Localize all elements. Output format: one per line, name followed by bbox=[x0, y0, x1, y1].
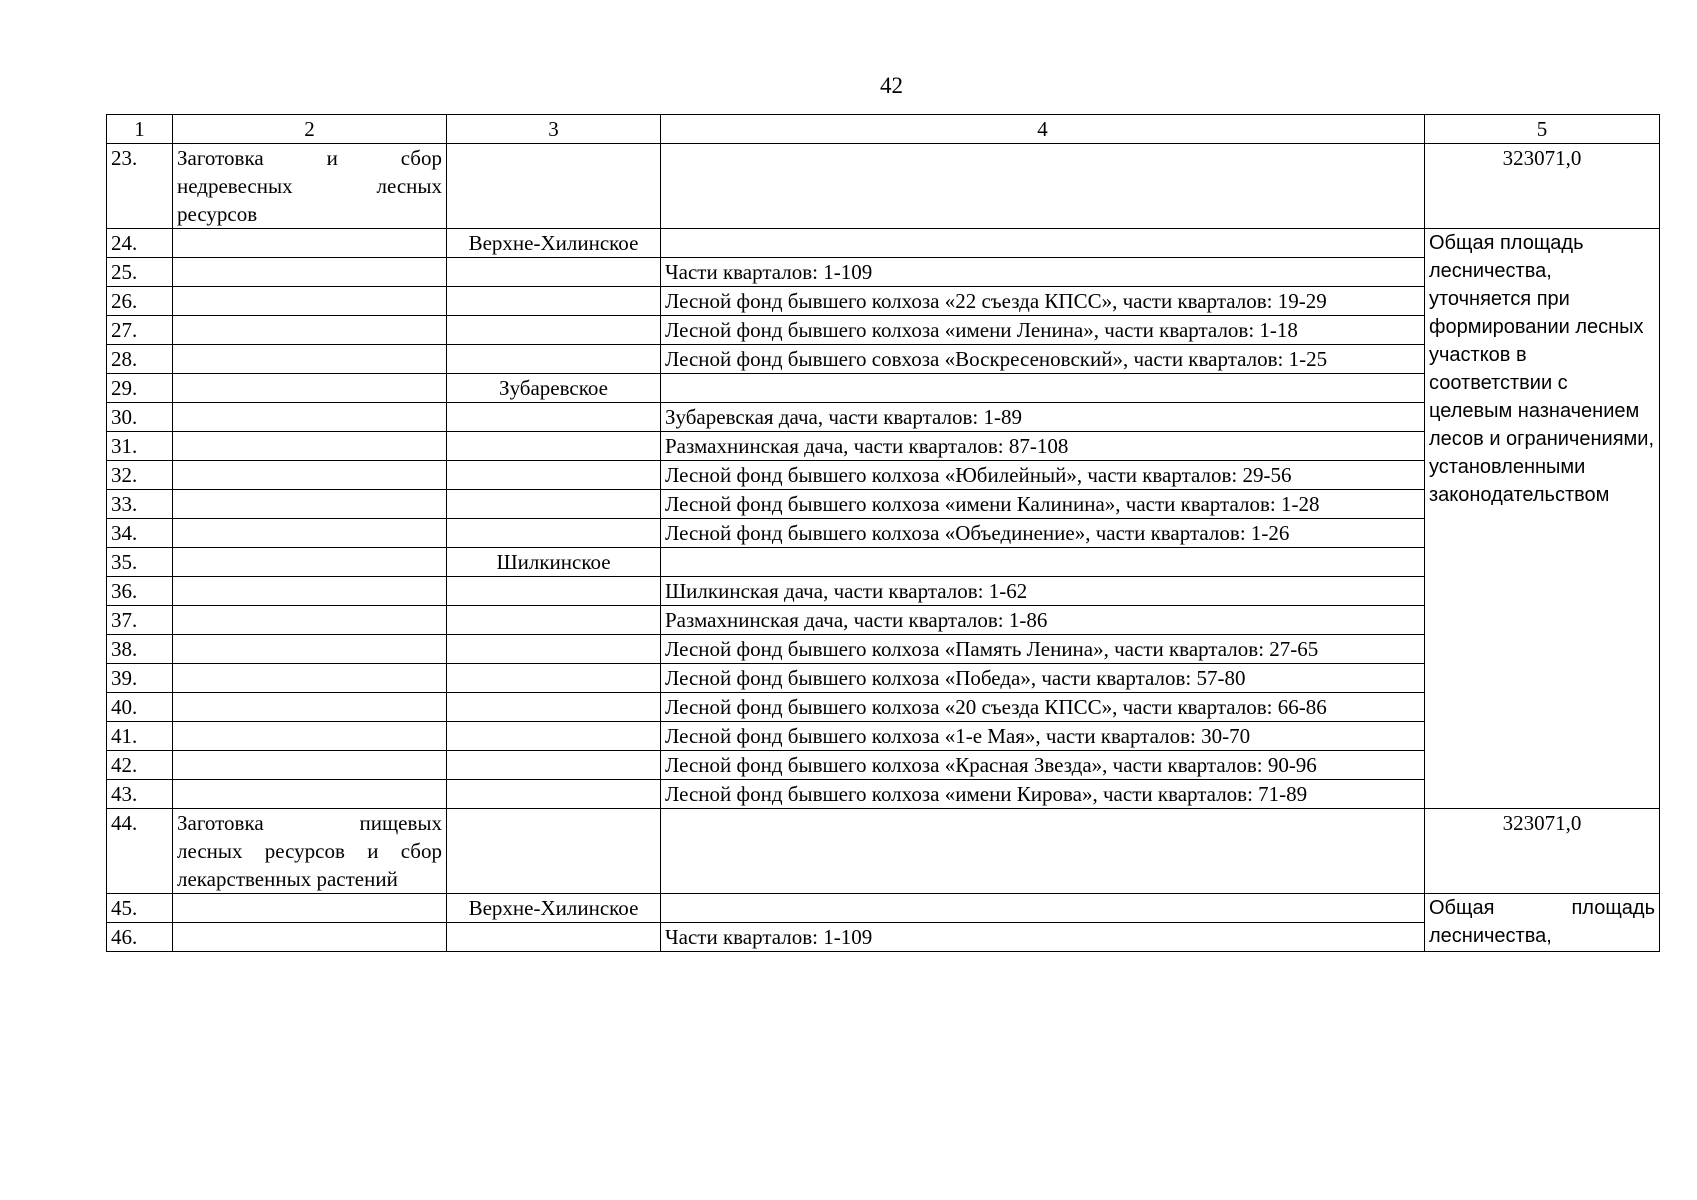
header-cell: 3 bbox=[447, 115, 661, 144]
activity-cell bbox=[173, 693, 447, 722]
activity-cell bbox=[173, 374, 447, 403]
row-number: 31. bbox=[107, 432, 173, 461]
quarters-cell bbox=[661, 229, 1425, 258]
table-row bbox=[107, 144, 1660, 229]
row-number: 44. bbox=[107, 809, 173, 894]
activity-line: Заготовка пищевых bbox=[177, 811, 442, 835]
row-number: 42. bbox=[107, 751, 173, 780]
forestry-name bbox=[447, 923, 661, 952]
quarters-cell bbox=[661, 144, 1425, 229]
activity-cell bbox=[173, 577, 447, 606]
activity-cell bbox=[173, 809, 447, 894]
forestry-table bbox=[106, 114, 1660, 952]
forestry-name bbox=[447, 751, 661, 780]
activity-line: лекарственных растений bbox=[177, 867, 398, 891]
row-number: 24. bbox=[107, 229, 173, 258]
activity-cell bbox=[173, 461, 447, 490]
row-number: 33. bbox=[107, 490, 173, 519]
activity-cell bbox=[173, 229, 447, 258]
table-row bbox=[107, 229, 1660, 258]
activity-cell bbox=[173, 432, 447, 461]
area-value: 323071,0 bbox=[1425, 809, 1660, 894]
row-number: 29. bbox=[107, 374, 173, 403]
activity-cell bbox=[173, 635, 447, 664]
forestry-name bbox=[447, 258, 661, 287]
quarters-cell: Лесной фонд бывшего колхоза «имени Ленина», части кварталов: 1-18 bbox=[661, 316, 1425, 345]
forestry-name bbox=[447, 316, 661, 345]
quarters-cell: Лесной фонд бывшего колхоза «22 съезда КПСС», части кварталов: 19-29 bbox=[661, 287, 1425, 316]
activity-cell bbox=[173, 923, 447, 952]
row-number: 43. bbox=[107, 780, 173, 809]
activity-cell bbox=[173, 287, 447, 316]
forestry-name: Шилкинское bbox=[447, 548, 661, 577]
forestry-name bbox=[447, 693, 661, 722]
quarters-cell: Лесной фонд бывшего колхоза «Юбилейный», части кварталов: 29-56 bbox=[661, 461, 1425, 490]
row-number: 46. bbox=[107, 923, 173, 952]
area-note-line: лесничества, bbox=[1429, 925, 1552, 947]
row-number: 26. bbox=[107, 287, 173, 316]
header-row bbox=[107, 115, 1660, 144]
activity-cell bbox=[173, 316, 447, 345]
row-number: 45. bbox=[107, 894, 173, 923]
row-number: 23. bbox=[107, 144, 173, 229]
quarters-cell: Лесной фонд бывшего колхоза «Красная Звезда», части кварталов: 90-96 bbox=[661, 751, 1425, 780]
forestry-name: Верхне-Хилинское bbox=[447, 894, 661, 923]
activity-cell bbox=[173, 780, 447, 809]
forestry-name: Зубаревское bbox=[447, 374, 661, 403]
area-note bbox=[1425, 894, 1660, 952]
quarters-cell: Размахнинская дача, части кварталов: 87-108 bbox=[661, 432, 1425, 461]
activity-cell bbox=[173, 258, 447, 287]
forestry-name bbox=[447, 780, 661, 809]
activity-line: ресурсов bbox=[177, 202, 258, 226]
row-number: 36. bbox=[107, 577, 173, 606]
row-number: 37. bbox=[107, 606, 173, 635]
activity-cell bbox=[173, 403, 447, 432]
forestry-name bbox=[447, 287, 661, 316]
quarters-cell bbox=[661, 374, 1425, 403]
quarters-cell: Лесной фонд бывшего колхоза «Победа», части кварталов: 57-80 bbox=[661, 664, 1425, 693]
row-number: 32. bbox=[107, 461, 173, 490]
forestry-name: Верхне-Хилинское bbox=[447, 229, 661, 258]
header-cell: 1 bbox=[107, 115, 173, 144]
row-number: 38. bbox=[107, 635, 173, 664]
forestry-name bbox=[447, 519, 661, 548]
row-number: 30. bbox=[107, 403, 173, 432]
table-row bbox=[107, 894, 1660, 923]
forestry-name bbox=[447, 722, 661, 751]
forestry-name bbox=[447, 490, 661, 519]
header-cell: 4 bbox=[661, 115, 1425, 144]
activity-cell bbox=[173, 548, 447, 577]
activity-cell bbox=[173, 894, 447, 923]
quarters-cell: Лесной фонд бывшего колхоза «имени Кирова», части кварталов: 71-89 bbox=[661, 780, 1425, 809]
forestry-name bbox=[447, 461, 661, 490]
quarters-cell: Лесной фонд бывшего колхоза «1-е Мая», части кварталов: 30-70 bbox=[661, 722, 1425, 751]
row-number: 34. bbox=[107, 519, 173, 548]
forestry-name bbox=[447, 403, 661, 432]
activity-line: недревесных лесных bbox=[177, 174, 442, 198]
quarters-cell: Лесной фонд бывшего колхоза «имени Калинина», части кварталов: 1-28 bbox=[661, 490, 1425, 519]
forestry-cell bbox=[447, 809, 661, 894]
row-number: 25. bbox=[107, 258, 173, 287]
area-note-line: Общая площадь bbox=[1429, 897, 1655, 919]
activity-cell bbox=[173, 345, 447, 374]
activity-cell bbox=[173, 664, 447, 693]
forestry-name bbox=[447, 606, 661, 635]
row-number: 28. bbox=[107, 345, 173, 374]
quarters-cell: Лесной фонд бывшего колхоза «Память Ленина», части кварталов: 27-65 bbox=[661, 635, 1425, 664]
activity-cell bbox=[173, 751, 447, 780]
activity-line: Заготовка и сбор bbox=[177, 146, 442, 170]
row-number: 35. bbox=[107, 548, 173, 577]
area-note: Общая площадь лесничества, уточняется при формировании лесных участков в соответствии с целевым назначением лесов и ограничениями, установленными законодательством bbox=[1425, 229, 1660, 809]
forestry-cell bbox=[447, 144, 661, 229]
quarters-cell: Лесной фонд бывшего колхоза «20 съезда КПСС», части кварталов: 66-86 bbox=[661, 693, 1425, 722]
forestry-name bbox=[447, 345, 661, 374]
quarters-cell: Зубаревская дача, части кварталов: 1-89 bbox=[661, 403, 1425, 432]
forestry-name bbox=[447, 432, 661, 461]
row-number: 39. bbox=[107, 664, 173, 693]
activity-cell bbox=[173, 606, 447, 635]
forestry-name bbox=[447, 577, 661, 606]
table-row bbox=[107, 809, 1660, 894]
quarters-cell bbox=[661, 548, 1425, 577]
quarters-cell: Лесной фонд бывшего колхоза «Объединение», части кварталов: 1-26 bbox=[661, 519, 1425, 548]
quarters-cell: Размахнинская дача, части кварталов: 1-86 bbox=[661, 606, 1425, 635]
quarters-cell: Шилкинская дача, части кварталов: 1-62 bbox=[661, 577, 1425, 606]
row-number: 40. bbox=[107, 693, 173, 722]
area-value: 323071,0 bbox=[1425, 144, 1660, 229]
activity-cell bbox=[173, 144, 447, 229]
quarters-cell: Части кварталов: 1-109 bbox=[661, 258, 1425, 287]
header-cell: 2 bbox=[173, 115, 447, 144]
activity-cell bbox=[173, 722, 447, 751]
row-number: 41. bbox=[107, 722, 173, 751]
activity-cell bbox=[173, 490, 447, 519]
quarters-cell bbox=[661, 894, 1425, 923]
forestry-name bbox=[447, 664, 661, 693]
quarters-cell bbox=[661, 809, 1425, 894]
quarters-cell: Части кварталов: 1-109 bbox=[661, 923, 1425, 952]
activity-cell bbox=[173, 519, 447, 548]
activity-line: лесных ресурсов и сбор bbox=[177, 839, 442, 863]
row-number: 27. bbox=[107, 316, 173, 345]
forestry-name bbox=[447, 635, 661, 664]
quarters-cell: Лесной фонд бывшего совхоза «Воскресеновский», части кварталов: 1-25 bbox=[661, 345, 1425, 374]
header-cell: 5 bbox=[1425, 115, 1660, 144]
page-number: 42 bbox=[880, 73, 903, 98]
